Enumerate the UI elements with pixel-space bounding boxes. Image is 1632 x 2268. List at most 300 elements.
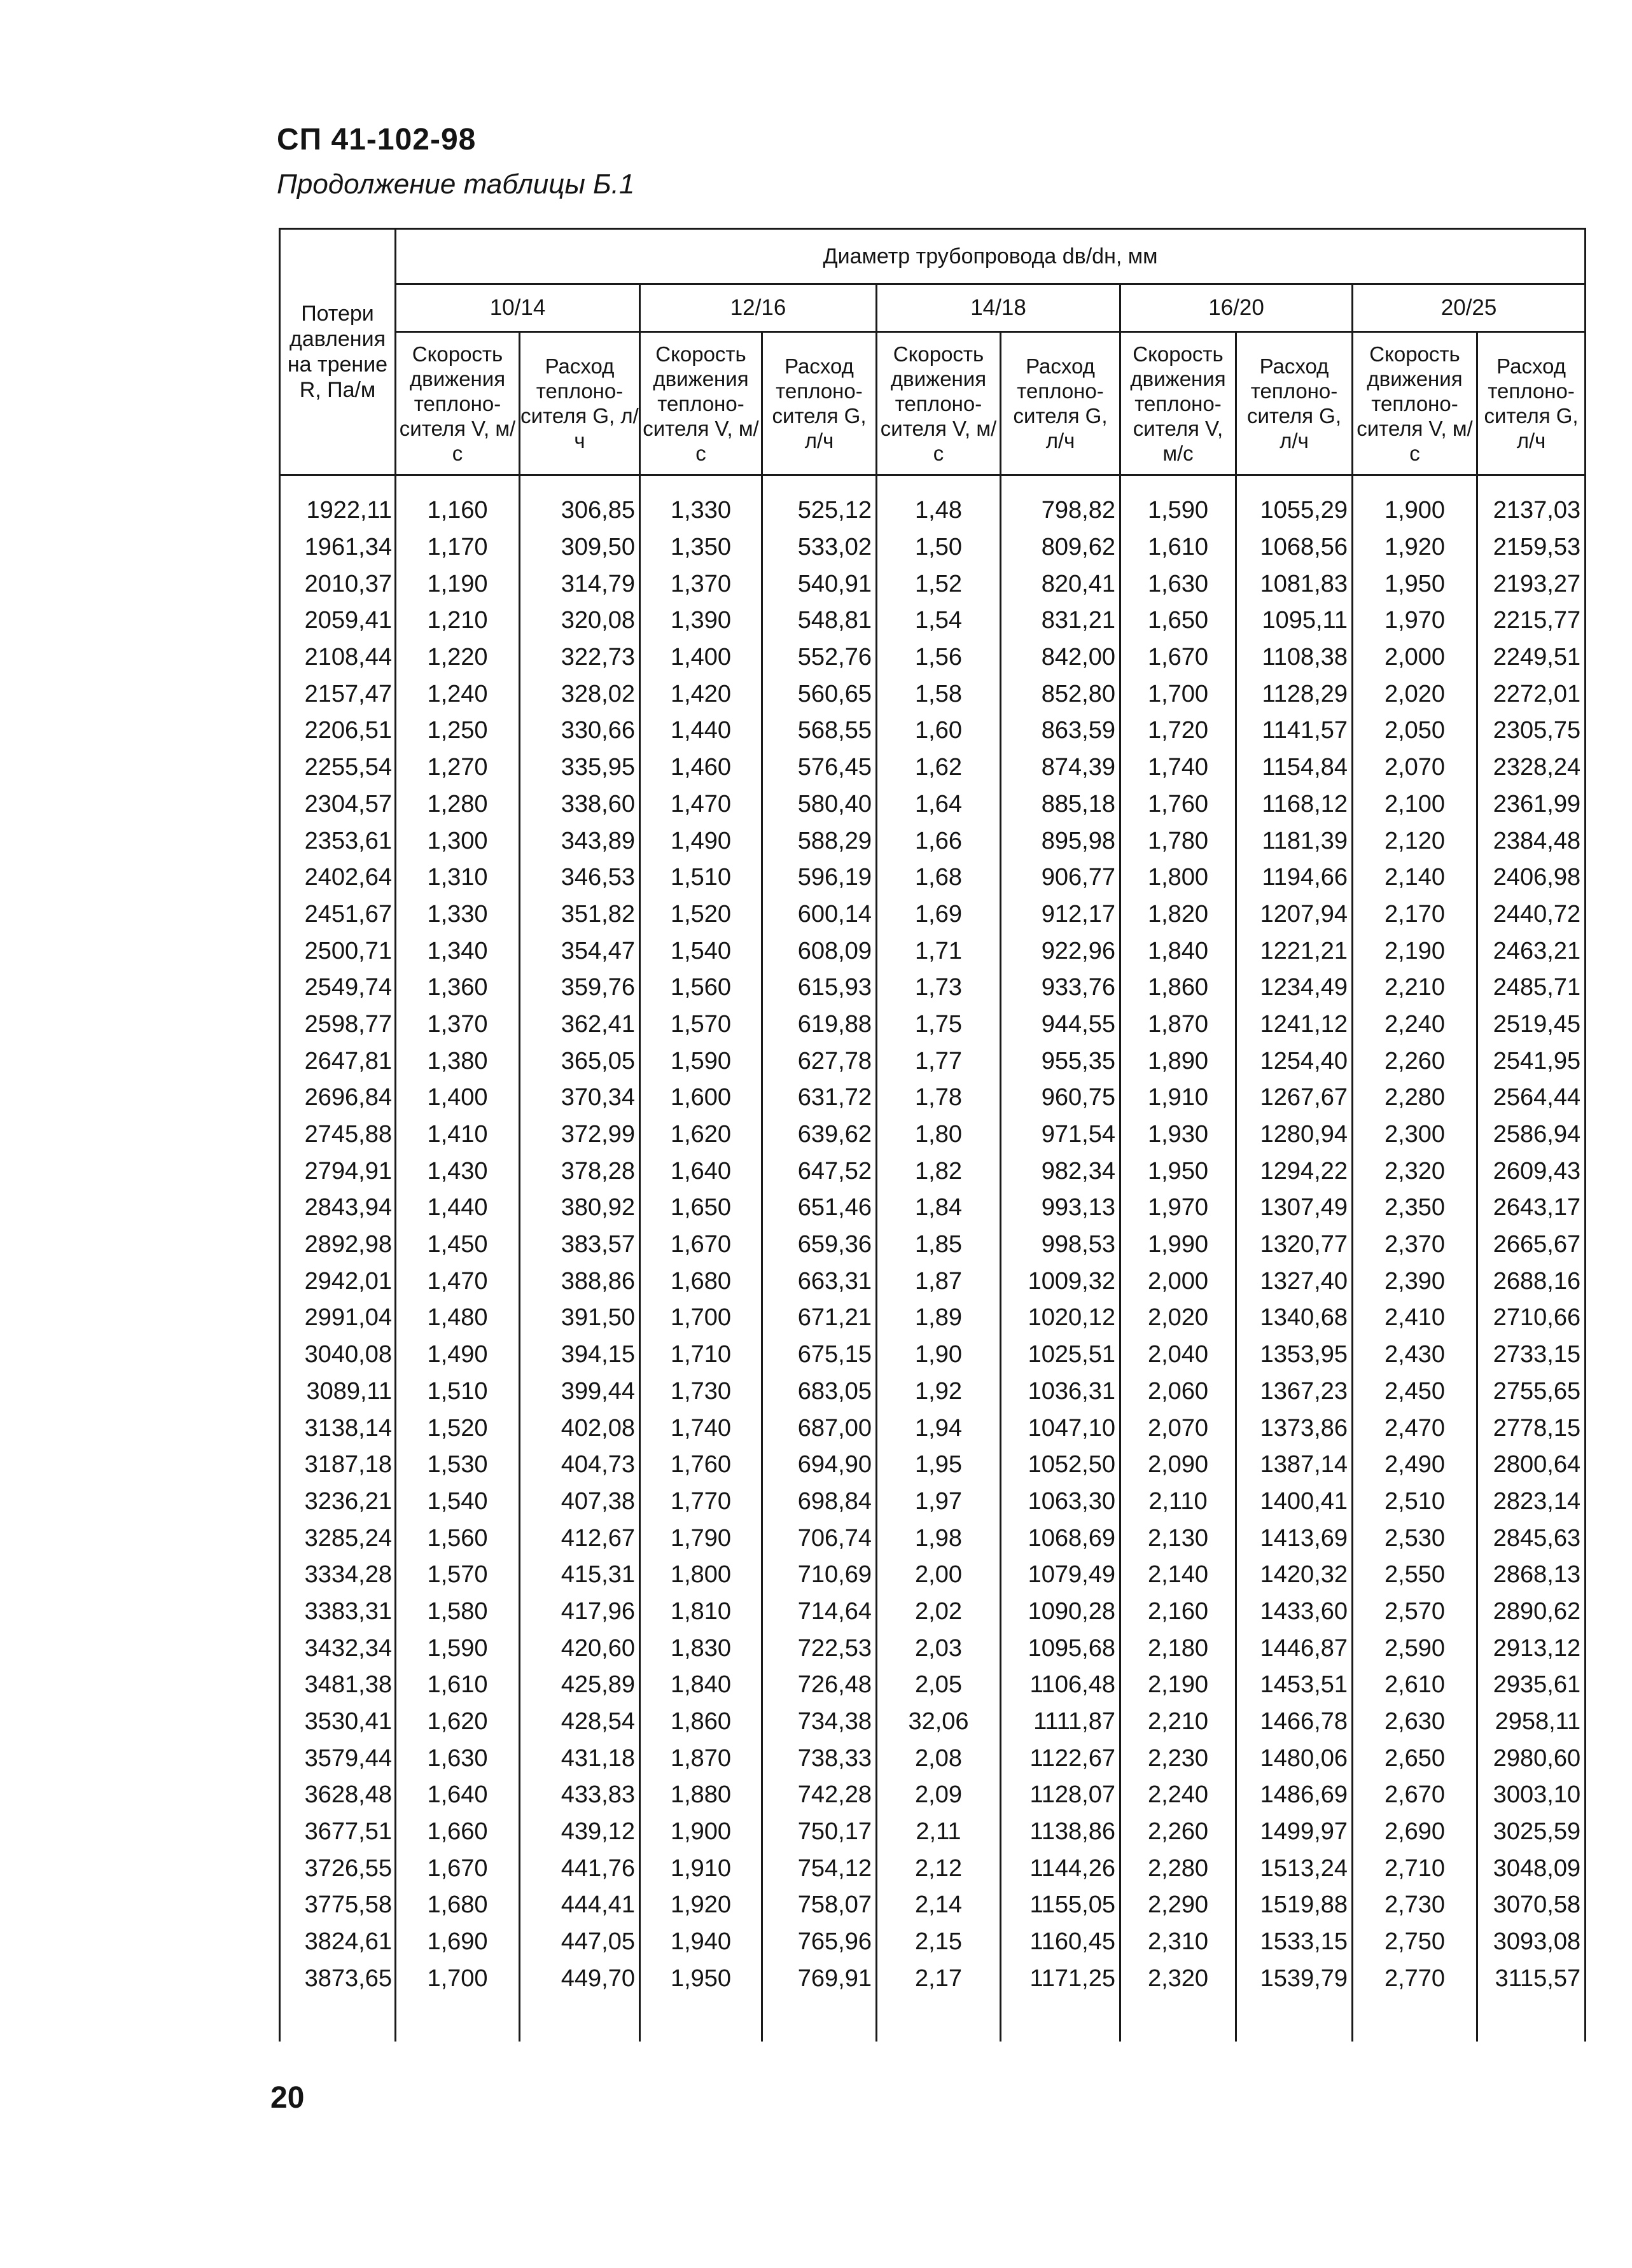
flow-rate-cell: 425,89 xyxy=(520,1667,640,1704)
flow-rate-cell: 1047,10 xyxy=(1001,1410,1120,1447)
velocity-cell: 2,02 xyxy=(877,1594,1001,1631)
pressure-loss-cell: 3726,55 xyxy=(280,1850,396,1887)
velocity-cell: 1,75 xyxy=(877,1006,1001,1043)
pressure-loss-cell: 3187,18 xyxy=(280,1447,396,1484)
flow-rate-cell: 1234,49 xyxy=(1236,970,1353,1006)
table-row xyxy=(280,1484,1586,1520)
flow-rate-cell: 706,74 xyxy=(762,1520,877,1557)
velocity-cell: 1,340 xyxy=(396,933,520,970)
flow-rate-cell: 608,09 xyxy=(762,933,877,970)
table-caption: Продолжение таблицы Б.1 xyxy=(277,169,635,200)
velocity-cell: 1,410 xyxy=(396,1117,520,1153)
velocity-cell: 2,070 xyxy=(1120,1410,1236,1447)
velocity-header: Скорость движения теплоно-сителя V, м/с xyxy=(640,332,762,475)
velocity-cell: 1,89 xyxy=(877,1300,1001,1337)
flow-rate-cell: 675,15 xyxy=(762,1337,877,1374)
velocity-cell: 1,470 xyxy=(640,786,762,823)
flow-rate-cell: 651,46 xyxy=(762,1190,877,1227)
velocity-cell: 2,160 xyxy=(1120,1594,1236,1631)
velocity-cell: 1,870 xyxy=(1120,1006,1236,1043)
flow-rate-cell: 1141,57 xyxy=(1236,713,1353,749)
pressure-loss-cell: 3383,31 xyxy=(280,1594,396,1631)
velocity-cell: 2,280 xyxy=(1353,1080,1477,1117)
velocity-cell: 2,17 xyxy=(877,1961,1001,1998)
velocity-cell: 2,300 xyxy=(1353,1117,1477,1153)
flow-rate-cell: 320,08 xyxy=(520,602,640,639)
pressure-loss-cell: 2059,41 xyxy=(280,602,396,639)
flow-rate-cell: 306,85 xyxy=(520,492,640,529)
table-row xyxy=(280,639,1586,676)
velocity-cell: 2,650 xyxy=(1353,1740,1477,1777)
velocity-cell: 1,310 xyxy=(396,859,520,896)
velocity-cell: 2,750 xyxy=(1353,1924,1477,1961)
pressure-loss-cell: 2549,74 xyxy=(280,970,396,1006)
velocity-cell: 1,360 xyxy=(396,970,520,1006)
flow-rate-cell: 596,19 xyxy=(762,859,877,896)
flow-rate-cell: 1055,29 xyxy=(1236,492,1353,529)
flow-header: Расход теплоно-сителя G, л/ч xyxy=(762,332,877,475)
flow-rate-cell: 2935,61 xyxy=(1477,1667,1586,1704)
velocity-cell: 1,300 xyxy=(396,823,520,859)
velocity-cell: 2,230 xyxy=(1120,1740,1236,1777)
velocity-cell: 1,270 xyxy=(396,749,520,786)
flow-rate-cell: 1400,41 xyxy=(1236,1484,1353,1520)
table-row xyxy=(280,529,1586,566)
flow-rate-cell: 895,98 xyxy=(1001,823,1120,859)
velocity-cell: 1,590 xyxy=(396,1630,520,1667)
velocity-cell: 1,470 xyxy=(396,1263,520,1300)
velocity-cell: 2,09 xyxy=(877,1777,1001,1814)
loss-header: Потери давления на трение R, Па/м xyxy=(280,229,396,475)
velocity-cell: 2,140 xyxy=(1120,1557,1236,1594)
velocity-cell: 2,08 xyxy=(877,1740,1001,1777)
flow-rate-cell: 671,21 xyxy=(762,1300,877,1337)
flow-rate-cell: 1480,06 xyxy=(1236,1740,1353,1777)
velocity-cell: 1,700 xyxy=(640,1300,762,1337)
velocity-cell: 1,860 xyxy=(1120,970,1236,1006)
flow-rate-cell: 338,60 xyxy=(520,786,640,823)
flow-rate-cell: 2249,51 xyxy=(1477,639,1586,676)
velocity-cell: 1,830 xyxy=(640,1630,762,1667)
flow-rate-cell: 798,82 xyxy=(1001,492,1120,529)
flow-rate-cell: 540,91 xyxy=(762,566,877,602)
velocity-cell: 1,220 xyxy=(396,639,520,676)
flow-rate-cell: 548,81 xyxy=(762,602,877,639)
flow-rate-cell: 1020,12 xyxy=(1001,1300,1120,1337)
flow-rate-cell: 1009,32 xyxy=(1001,1263,1120,1300)
flow-rate-cell: 1373,86 xyxy=(1236,1410,1353,1447)
size-header: 16/20 xyxy=(1120,284,1353,332)
flow-rate-cell: 1320,77 xyxy=(1236,1227,1353,1263)
flow-rate-cell: 2137,03 xyxy=(1477,492,1586,529)
table-row xyxy=(280,1777,1586,1814)
pressure-loss-cell: 3334,28 xyxy=(280,1557,396,1594)
velocity-cell: 1,71 xyxy=(877,933,1001,970)
flow-rate-cell: 1353,95 xyxy=(1236,1337,1353,1374)
velocity-cell: 1,370 xyxy=(396,1006,520,1043)
pipe-flow-table xyxy=(279,228,1586,2042)
flow-rate-cell: 354,47 xyxy=(520,933,640,970)
flow-rate-cell: 2440,72 xyxy=(1477,896,1586,933)
velocity-header: Скорость движения теплоно-сителя V, м/с xyxy=(877,332,1001,475)
flow-rate-cell: 1539,79 xyxy=(1236,1961,1353,1998)
velocity-header: Скорость движения теплоно-сителя V, м/с xyxy=(1120,332,1236,475)
flow-rate-cell: 330,66 xyxy=(520,713,640,749)
flow-rate-cell: 402,08 xyxy=(520,1410,640,1447)
flow-rate-cell: 431,18 xyxy=(520,1740,640,1777)
velocity-cell: 2,090 xyxy=(1120,1447,1236,1484)
velocity-cell: 1,84 xyxy=(877,1190,1001,1227)
pressure-loss-cell: 2353,61 xyxy=(280,823,396,859)
flow-rate-cell: 2159,53 xyxy=(1477,529,1586,566)
flow-rate-cell: 2778,15 xyxy=(1477,1410,1586,1447)
pressure-loss-cell: 2794,91 xyxy=(280,1153,396,1190)
velocity-cell: 1,610 xyxy=(396,1667,520,1704)
pressure-loss-cell: 3432,34 xyxy=(280,1630,396,1667)
velocity-cell: 1,740 xyxy=(1120,749,1236,786)
velocity-cell: 1,840 xyxy=(1120,933,1236,970)
velocity-cell: 1,840 xyxy=(640,1667,762,1704)
flow-rate-cell: 1181,39 xyxy=(1236,823,1353,859)
flow-rate-cell: 619,88 xyxy=(762,1006,877,1043)
velocity-cell: 1,460 xyxy=(640,749,762,786)
velocity-cell: 1,85 xyxy=(877,1227,1001,1263)
table-row xyxy=(280,1630,1586,1667)
velocity-cell: 2,590 xyxy=(1353,1630,1477,1667)
velocity-cell: 2,140 xyxy=(1353,859,1477,896)
velocity-cell: 1,570 xyxy=(640,1006,762,1043)
velocity-cell: 1,380 xyxy=(396,1043,520,1080)
velocity-cell: 1,990 xyxy=(1120,1227,1236,1263)
velocity-cell: 1,160 xyxy=(396,492,520,529)
velocity-cell: 1,48 xyxy=(877,492,1001,529)
flow-rate-cell: 309,50 xyxy=(520,529,640,566)
velocity-cell: 1,97 xyxy=(877,1484,1001,1520)
velocity-cell: 1,640 xyxy=(640,1153,762,1190)
velocity-cell: 2,180 xyxy=(1120,1630,1236,1667)
table-row xyxy=(280,1557,1586,1594)
table-row xyxy=(280,1153,1586,1190)
velocity-cell: 2,14 xyxy=(877,1887,1001,1924)
flow-rate-cell: 944,55 xyxy=(1001,1006,1120,1043)
velocity-cell: 2,05 xyxy=(877,1667,1001,1704)
velocity-cell: 1,77 xyxy=(877,1043,1001,1080)
flow-rate-cell: 1106,48 xyxy=(1001,1667,1120,1704)
velocity-cell: 1,720 xyxy=(1120,713,1236,749)
velocity-cell: 1,80 xyxy=(877,1117,1001,1153)
flow-rate-cell: 388,86 xyxy=(520,1263,640,1300)
velocity-cell: 1,680 xyxy=(396,1887,520,1924)
page-number: 20 xyxy=(270,2081,305,2115)
flow-rate-cell: 659,36 xyxy=(762,1227,877,1263)
flow-rate-cell: 1466,78 xyxy=(1236,1704,1353,1741)
table-row xyxy=(280,1961,1586,1998)
velocity-cell: 1,73 xyxy=(877,970,1001,1006)
flow-rate-cell: 710,69 xyxy=(762,1557,877,1594)
velocity-cell: 2,320 xyxy=(1353,1153,1477,1190)
pressure-loss-cell: 1922,11 xyxy=(280,492,396,529)
flow-rate-cell: 694,90 xyxy=(762,1447,877,1484)
velocity-cell: 1,50 xyxy=(877,529,1001,566)
velocity-cell: 1,620 xyxy=(640,1117,762,1153)
velocity-cell: 2,00 xyxy=(877,1557,1001,1594)
flow-rate-cell: 383,57 xyxy=(520,1227,640,1263)
table-row xyxy=(280,1227,1586,1263)
flow-rate-cell: 758,07 xyxy=(762,1887,877,1924)
table-row xyxy=(280,1337,1586,1374)
velocity-cell: 1,170 xyxy=(396,529,520,566)
velocity-cell: 1,820 xyxy=(1120,896,1236,933)
flow-rate-cell: 3115,57 xyxy=(1477,1961,1586,1998)
flow-rate-cell: 343,89 xyxy=(520,823,640,859)
flow-rate-cell: 852,80 xyxy=(1001,676,1120,713)
flow-rate-cell: 2845,63 xyxy=(1477,1520,1586,1557)
velocity-cell: 1,82 xyxy=(877,1153,1001,1190)
flow-rate-cell: 2755,65 xyxy=(1477,1374,1586,1410)
flow-rate-cell: 576,45 xyxy=(762,749,877,786)
flow-header: Расход теплоно-сителя G, л/ч xyxy=(520,332,640,475)
flow-rate-cell: 1533,15 xyxy=(1236,1924,1353,1961)
velocity-header: Скорость движения теплоно-сителя V, м/с xyxy=(1353,332,1477,475)
velocity-cell: 2,260 xyxy=(1120,1814,1236,1851)
table-row xyxy=(280,896,1586,933)
flow-rate-cell: 568,55 xyxy=(762,713,877,749)
velocity-cell: 2,210 xyxy=(1120,1704,1236,1741)
velocity-cell: 1,94 xyxy=(877,1410,1001,1447)
flow-rate-cell: 391,50 xyxy=(520,1300,640,1337)
velocity-cell: 1,970 xyxy=(1353,602,1477,639)
velocity-cell: 1,590 xyxy=(640,1043,762,1080)
flow-rate-cell: 378,28 xyxy=(520,1153,640,1190)
size-header: 20/25 xyxy=(1353,284,1586,332)
velocity-cell: 1,740 xyxy=(640,1410,762,1447)
velocity-cell: 2,170 xyxy=(1353,896,1477,933)
flow-rate-cell: 2305,75 xyxy=(1477,713,1586,749)
flow-rate-cell: 407,38 xyxy=(520,1484,640,1520)
flow-rate-cell: 1280,94 xyxy=(1236,1117,1353,1153)
flow-header: Расход теплоно-сителя G, л/ч xyxy=(1001,332,1120,475)
flow-rate-cell: 588,29 xyxy=(762,823,877,859)
velocity-cell: 2,040 xyxy=(1120,1337,1236,1374)
flow-rate-cell: 1207,94 xyxy=(1236,896,1353,933)
flow-rate-cell: 2868,13 xyxy=(1477,1557,1586,1594)
velocity-cell: 1,940 xyxy=(640,1924,762,1961)
pressure-loss-cell: 2942,01 xyxy=(280,1263,396,1300)
velocity-cell: 1,58 xyxy=(877,676,1001,713)
table-row xyxy=(280,970,1586,1006)
table-row xyxy=(280,1594,1586,1631)
velocity-cell: 2,390 xyxy=(1353,1263,1477,1300)
flow-rate-cell: 1420,32 xyxy=(1236,1557,1353,1594)
velocity-cell: 1,62 xyxy=(877,749,1001,786)
table-row xyxy=(280,1740,1586,1777)
velocity-cell: 1,98 xyxy=(877,1520,1001,1557)
velocity-cell: 2,120 xyxy=(1353,823,1477,859)
velocity-cell: 1,390 xyxy=(640,602,762,639)
velocity-cell: 1,670 xyxy=(640,1227,762,1263)
flow-rate-cell: 842,00 xyxy=(1001,639,1120,676)
flow-rate-cell: 734,38 xyxy=(762,1704,877,1741)
flow-rate-cell: 722,53 xyxy=(762,1630,877,1667)
velocity-cell: 1,450 xyxy=(396,1227,520,1263)
velocity-cell: 2,000 xyxy=(1120,1263,1236,1300)
velocity-cell: 2,290 xyxy=(1120,1887,1236,1924)
flow-rate-cell: 2463,21 xyxy=(1477,933,1586,970)
velocity-cell: 1,250 xyxy=(396,713,520,749)
flow-rate-cell: 726,48 xyxy=(762,1667,877,1704)
flow-rate-cell: 1154,84 xyxy=(1236,749,1353,786)
pressure-loss-cell: 2500,71 xyxy=(280,933,396,970)
flow-rate-cell: 2564,44 xyxy=(1477,1080,1586,1117)
table-row xyxy=(280,602,1586,639)
velocity-cell: 2,670 xyxy=(1353,1777,1477,1814)
velocity-cell: 2,710 xyxy=(1353,1850,1477,1887)
table-row xyxy=(280,1887,1586,1924)
flow-rate-cell: 1138,86 xyxy=(1001,1814,1120,1851)
flow-rate-cell: 2361,99 xyxy=(1477,786,1586,823)
table-row xyxy=(280,1814,1586,1851)
pressure-loss-cell: 2647,81 xyxy=(280,1043,396,1080)
flow-rate-cell: 365,05 xyxy=(520,1043,640,1080)
flow-rate-cell: 1327,40 xyxy=(1236,1263,1353,1300)
flow-rate-cell: 2609,43 xyxy=(1477,1153,1586,1190)
flow-rate-cell: 1144,26 xyxy=(1001,1850,1120,1887)
pressure-loss-cell: 3677,51 xyxy=(280,1814,396,1851)
table-row xyxy=(280,749,1586,786)
pressure-loss-cell: 2892,98 xyxy=(280,1227,396,1263)
table-row xyxy=(280,859,1586,896)
size-header: 10/14 xyxy=(396,284,640,332)
velocity-cell: 1,64 xyxy=(877,786,1001,823)
flow-rate-cell: 647,52 xyxy=(762,1153,877,1190)
velocity-cell: 1,920 xyxy=(1353,529,1477,566)
velocity-cell: 1,78 xyxy=(877,1080,1001,1117)
flow-rate-cell: 351,82 xyxy=(520,896,640,933)
velocity-cell: 1,650 xyxy=(1120,602,1236,639)
velocity-cell: 1,330 xyxy=(396,896,520,933)
flow-rate-cell: 912,17 xyxy=(1001,896,1120,933)
flow-rate-cell: 1025,51 xyxy=(1001,1337,1120,1374)
table-row xyxy=(280,566,1586,602)
table-row xyxy=(280,713,1586,749)
pressure-loss-cell: 2255,54 xyxy=(280,749,396,786)
flow-rate-cell: 433,83 xyxy=(520,1777,640,1814)
flow-rate-cell: 1095,68 xyxy=(1001,1630,1120,1667)
velocity-cell: 2,510 xyxy=(1353,1484,1477,1520)
velocity-cell: 1,280 xyxy=(396,786,520,823)
velocity-cell: 2,070 xyxy=(1353,749,1477,786)
flow-rate-cell: 335,95 xyxy=(520,749,640,786)
flow-rate-cell: 754,12 xyxy=(762,1850,877,1887)
flow-rate-cell: 2823,14 xyxy=(1477,1484,1586,1520)
velocity-cell: 1,90 xyxy=(877,1337,1001,1374)
velocity-cell: 2,260 xyxy=(1353,1043,1477,1080)
velocity-cell: 2,490 xyxy=(1353,1447,1477,1484)
flow-rate-cell: 1090,28 xyxy=(1001,1594,1120,1631)
pressure-loss-cell: 3530,41 xyxy=(280,1704,396,1741)
pressure-loss-cell: 3628,48 xyxy=(280,1777,396,1814)
velocity-cell: 2,730 xyxy=(1353,1887,1477,1924)
flow-rate-cell: 1108,38 xyxy=(1236,639,1353,676)
table-row xyxy=(280,1080,1586,1117)
pressure-loss-cell: 3138,14 xyxy=(280,1410,396,1447)
table-row xyxy=(280,1667,1586,1704)
velocity-cell: 2,060 xyxy=(1120,1374,1236,1410)
flow-rate-cell: 1267,67 xyxy=(1236,1080,1353,1117)
velocity-cell: 2,210 xyxy=(1353,970,1477,1006)
flow-rate-cell: 863,59 xyxy=(1001,713,1120,749)
velocity-cell: 1,510 xyxy=(640,859,762,896)
velocity-cell: 2,110 xyxy=(1120,1484,1236,1520)
velocity-cell: 1,700 xyxy=(396,1961,520,1998)
table-row xyxy=(280,823,1586,859)
velocity-cell: 1,92 xyxy=(877,1374,1001,1410)
flow-rate-cell: 1068,56 xyxy=(1236,529,1353,566)
velocity-cell: 1,430 xyxy=(396,1153,520,1190)
flow-rate-cell: 370,34 xyxy=(520,1080,640,1117)
table-row xyxy=(280,1300,1586,1337)
flow-rate-cell: 449,70 xyxy=(520,1961,640,1998)
flow-rate-cell: 2913,12 xyxy=(1477,1630,1586,1667)
flow-rate-cell: 3025,59 xyxy=(1477,1814,1586,1851)
velocity-cell: 2,11 xyxy=(877,1814,1001,1851)
flow-rate-cell: 1446,87 xyxy=(1236,1630,1353,1667)
table-row xyxy=(280,1190,1586,1227)
size-header: 14/18 xyxy=(877,284,1120,332)
velocity-cell: 1,56 xyxy=(877,639,1001,676)
velocity-cell: 1,210 xyxy=(396,602,520,639)
velocity-cell: 1,760 xyxy=(1120,786,1236,823)
flow-rate-cell: 906,77 xyxy=(1001,859,1120,896)
velocity-cell: 2,020 xyxy=(1120,1300,1236,1337)
pressure-loss-cell: 2304,57 xyxy=(280,786,396,823)
velocity-cell: 1,730 xyxy=(640,1374,762,1410)
flow-rate-cell: 1128,07 xyxy=(1001,1777,1120,1814)
flow-rate-cell: 1387,14 xyxy=(1236,1447,1353,1484)
velocity-cell: 1,610 xyxy=(1120,529,1236,566)
velocity-cell: 1,640 xyxy=(396,1777,520,1814)
flow-rate-cell: 1128,29 xyxy=(1236,676,1353,713)
velocity-cell: 2,020 xyxy=(1353,676,1477,713)
flow-rate-cell: 1036,31 xyxy=(1001,1374,1120,1410)
flow-rate-cell: 2215,77 xyxy=(1477,602,1586,639)
flow-rate-cell: 1079,49 xyxy=(1001,1557,1120,1594)
flow-rate-cell: 1340,68 xyxy=(1236,1300,1353,1337)
flow-rate-cell: 346,53 xyxy=(520,859,640,896)
pressure-loss-cell: 2108,44 xyxy=(280,639,396,676)
flow-rate-cell: 820,41 xyxy=(1001,566,1120,602)
pressure-loss-cell: 3481,38 xyxy=(280,1667,396,1704)
flow-rate-cell: 1194,66 xyxy=(1236,859,1353,896)
table-row xyxy=(280,1850,1586,1887)
velocity-cell: 1,630 xyxy=(1120,566,1236,602)
velocity-cell: 1,540 xyxy=(396,1484,520,1520)
velocity-cell: 1,810 xyxy=(640,1594,762,1631)
flow-rate-cell: 769,91 xyxy=(762,1961,877,1998)
flow-rate-cell: 2485,71 xyxy=(1477,970,1586,1006)
flow-rate-cell: 441,76 xyxy=(520,1850,640,1887)
velocity-cell: 2,03 xyxy=(877,1630,1001,1667)
velocity-cell: 32,06 xyxy=(877,1704,1001,1741)
velocity-cell: 2,190 xyxy=(1120,1667,1236,1704)
flow-rate-cell: 1068,69 xyxy=(1001,1520,1120,1557)
flow-rate-cell: 439,12 xyxy=(520,1814,640,1851)
pressure-loss-cell: 3775,58 xyxy=(280,1887,396,1924)
velocity-cell: 1,800 xyxy=(1120,859,1236,896)
table-body xyxy=(280,475,1586,2042)
flow-rate-cell: 1254,40 xyxy=(1236,1043,1353,1080)
flow-rate-cell: 2193,27 xyxy=(1477,566,1586,602)
